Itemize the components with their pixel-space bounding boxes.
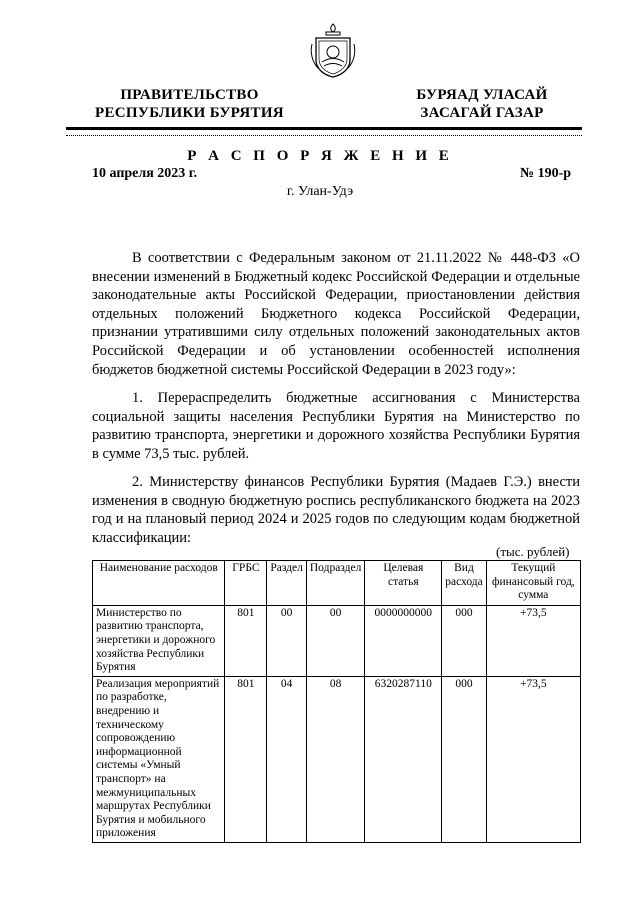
cell-summa: +73,5 — [486, 605, 580, 676]
col-header-statya: Целевая статья — [365, 561, 442, 606]
cell-grbs: 801 — [225, 676, 267, 842]
col-header-summa: Текущий финансовый год, сумма — [486, 561, 580, 606]
col-header-podrazdel: Подраздел — [306, 561, 364, 606]
government-name-russian — [92, 86, 287, 122]
cell-razdel: 00 — [267, 605, 307, 676]
table-header-row — [93, 561, 581, 606]
cell-name: Министерство по развитию транспорта, энергетики и дорожного хозяйства Республики Бурятия — [93, 605, 225, 676]
table-row — [93, 676, 581, 842]
table-units: (тыс. рублей) — [496, 544, 570, 559]
government-name-buryat — [412, 86, 552, 122]
gov-bur-line2: ЗАСАГАЙ ГАЗАР — [420, 105, 544, 121]
gov-ru-line2: РЕСПУБЛИКИ БУРЯТИЯ — [95, 105, 284, 121]
gov-bur-line1: БУРЯАД УЛАСАЙ — [416, 87, 548, 103]
cell-statya: 0000000000 — [365, 605, 442, 676]
col-header-vid: Вид расхода — [442, 561, 486, 606]
cell-vid: 000 — [442, 605, 486, 676]
cell-grbs: 801 — [225, 605, 267, 676]
table-row — [93, 605, 581, 676]
col-header-grbs: ГРБС — [225, 561, 267, 606]
col-header-razdel: Раздел — [267, 561, 307, 606]
cell-podrazdel: 08 — [306, 676, 364, 842]
cell-razdel: 04 — [267, 676, 307, 842]
header-divider — [66, 127, 582, 130]
cell-statya: 6320287110 — [365, 676, 442, 842]
document-date: 10 апреля 2023 г. — [92, 166, 198, 181]
col-header-name: Наименование расходов — [93, 561, 225, 606]
document-city: г. Улан-Удэ — [286, 184, 354, 199]
header-dotted-divider — [66, 135, 582, 136]
paragraph-1: 1. Перераспределить бюджетные ассигнования с Министерства социальной защиты населения Республики Бурятия на Министерство по развитию транспорта, энергетики и дорожного хозяйства Республики Бурятия в сумме 73,5 тыс. рублей. — [92, 390, 580, 462]
cell-summa: +73,5 — [486, 676, 580, 842]
cell-name: Реализация мероприятий по разработке, внедрению и техническому сопровождению информационной системы «Умный транспорт» на межмуниципальных маршрутах Республики Бурятия и мобильного приложения — [93, 676, 225, 842]
cell-podrazdel: 00 — [306, 605, 364, 676]
document-title: Р А С П О Р Я Ж Е Н И Е — [187, 148, 453, 164]
coat-of-arms-emblem — [306, 22, 360, 78]
paragraph-2: 2. Министерству финансов Республики Бурятия (Мадаев Г.Э.) внести изменения в сводную бюджетную роспись республиканского бюджета на 2023 год и на плановый период 2024 и 2025 годов по следующим кодам бюджетной классификации: — [92, 474, 580, 546]
gov-ru-line1: ПРАВИТЕЛЬСТВО — [120, 87, 259, 103]
document-number: № 190-р — [520, 166, 572, 181]
budget-classification-table — [92, 560, 581, 843]
intro-paragraph: В соответствии с Федеральным законом от 21.11.2022 № 448-ФЗ «О внесении изменений в Бюджетный кодекс Российской Федерации и отдельные законодательные акты Российской Федерации, приостановлении действия отдельных положений Бюджетного кодекса Российской Федерации, признании утратившими силу отдельных положений законодательных актов Российской Федерации и об установлении особенностей исполнения бюджетов бюджетной системы Российской Федерации в 2023 году»: — [92, 250, 580, 378]
cell-vid: 000 — [442, 676, 486, 842]
